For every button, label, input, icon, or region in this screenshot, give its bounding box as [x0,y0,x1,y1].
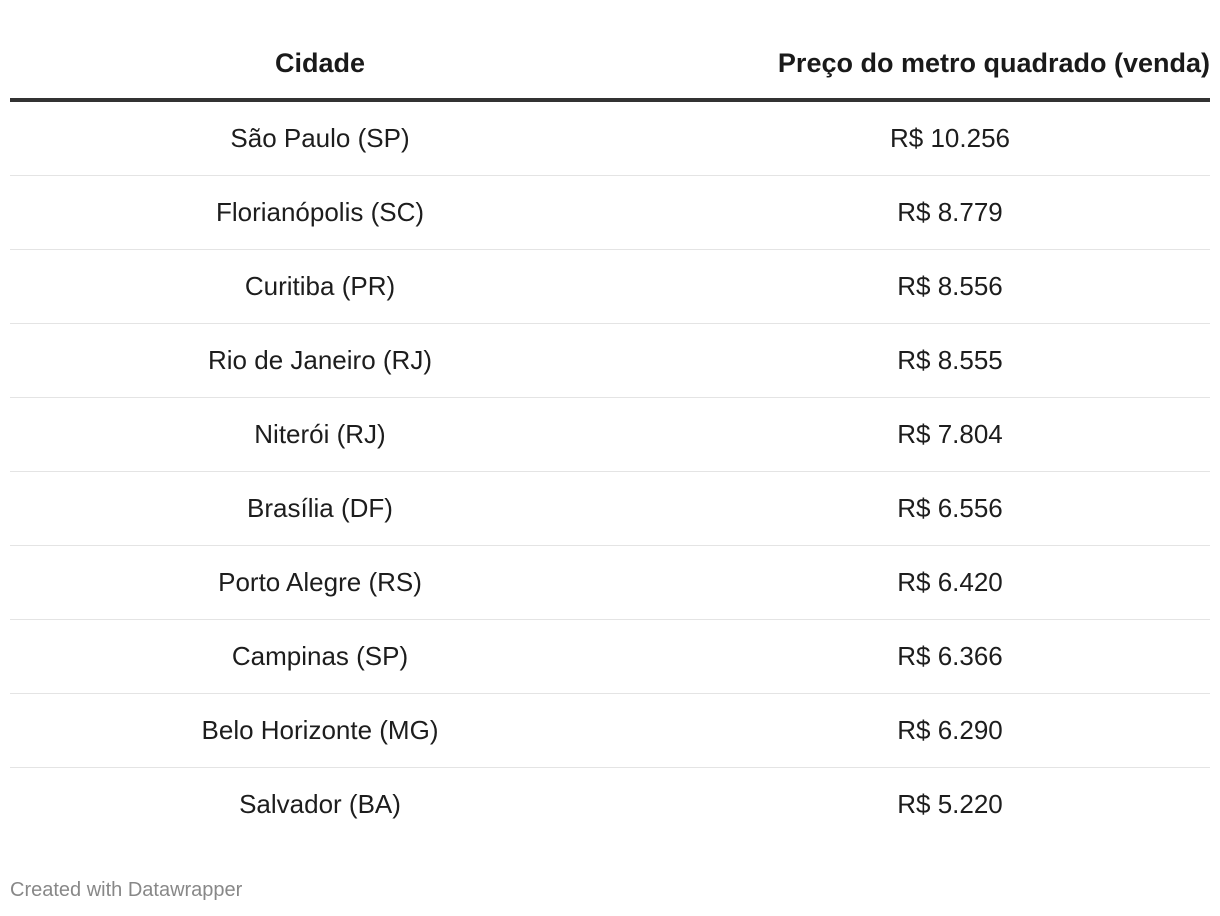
column-header-price: Preço do metro quadrado (venda) [630,28,1210,100]
city-cell: Florianópolis (SC) [10,176,630,250]
header-row [10,28,1210,100]
price-cell: R$ 8.556 [630,250,1210,324]
table-row [10,694,1210,768]
table-row [10,176,1210,250]
city-cell: Niterói (RJ) [10,398,630,472]
price-cell: R$ 10.256 [630,100,1210,176]
price-cell: R$ 7.804 [630,398,1210,472]
city-cell: Brasília (DF) [10,472,630,546]
price-cell: R$ 6.290 [630,694,1210,768]
city-cell: São Paulo (SP) [10,100,630,176]
datawrapper-credit: Created with Datawrapper [10,879,243,901]
table-row [10,546,1210,620]
price-cell: R$ 6.556 [630,472,1210,546]
table-row [10,100,1210,176]
table-row [10,250,1210,324]
city-cell: Belo Horizonte (MG) [10,694,630,768]
price-cell: R$ 5.220 [897,789,1003,819]
price-table [10,28,1210,841]
city-cell: Porto Alegre (RS) [10,546,630,620]
table-body [10,100,1210,841]
price-cell: R$ 8.779 [630,176,1210,250]
price-cell: R$ 6.420 [630,546,1210,620]
city-cell: Campinas (SP) [10,620,630,694]
price-cell: R$ 6.366 [630,620,1210,694]
table-row [10,398,1210,472]
table-header [10,28,1210,100]
table-row [10,472,1210,546]
table-row [10,768,1210,842]
price-table-container [10,28,1210,841]
price-cell: R$ 8.555 [630,324,1210,398]
table-row [10,620,1210,694]
city-cell: Rio de Janeiro (RJ) [10,324,630,398]
city-cell: Curitiba (PR) [10,250,630,324]
table-row [10,324,1210,398]
column-header-city: Cidade [10,28,630,100]
city-cell: Salvador (BA) [239,789,401,819]
